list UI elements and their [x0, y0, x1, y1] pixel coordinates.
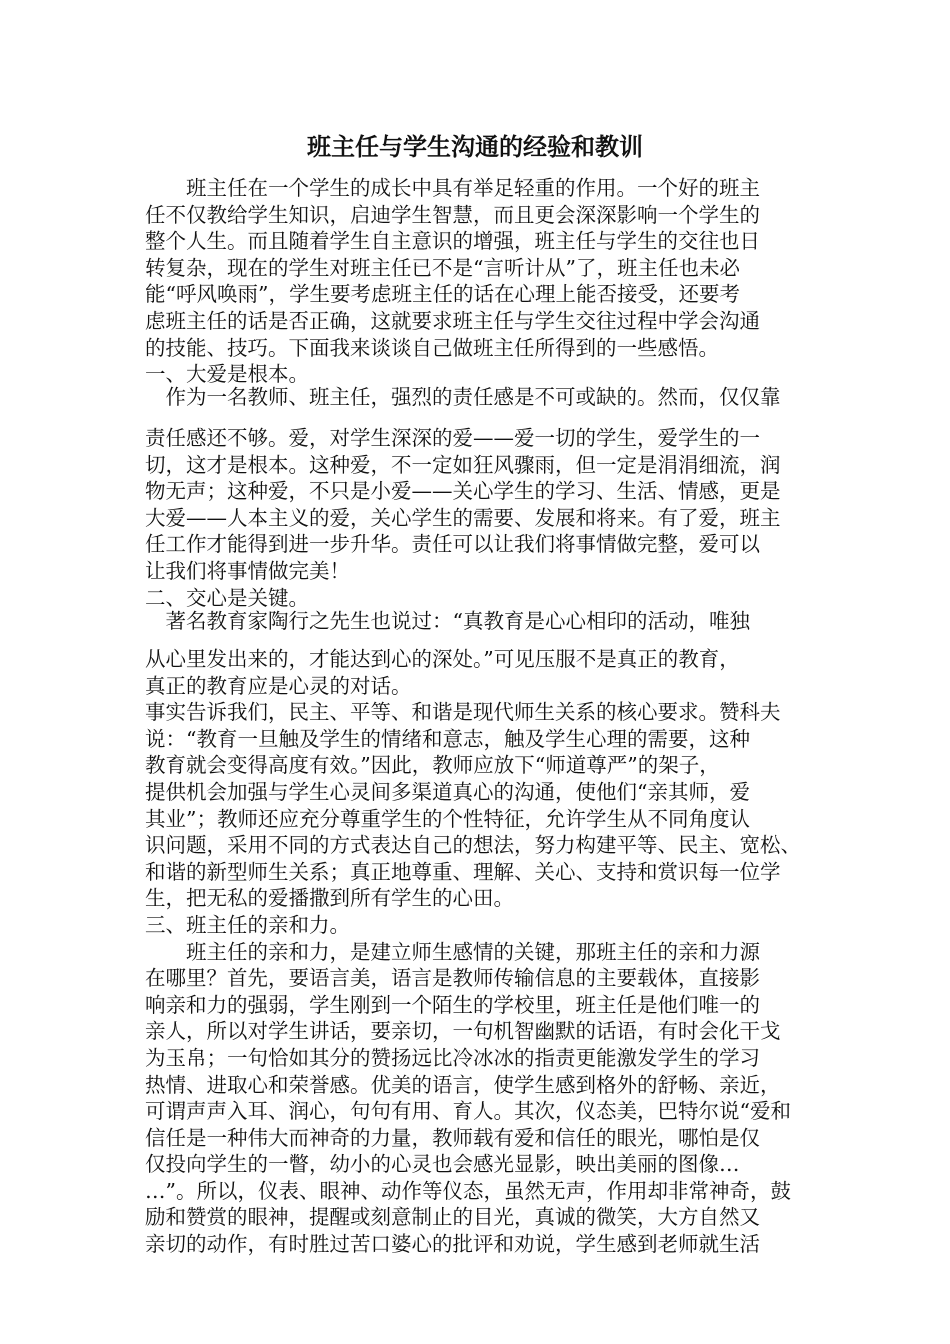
text-line: …”。所以，仪表、眼神、动作等仪态，虽然无声，作用却非常神奇，鼓 [145, 1178, 791, 1203]
text-line: 班主任的亲和力，是建立师生感情的关键，那班主任的亲和力源 [145, 939, 760, 964]
section-heading: 二、交心是关键。 [145, 585, 309, 610]
section-heading: 一、大爱是根本。 [145, 362, 309, 387]
text-line: 信任是一种伟大而神奇的力量，教师载有爱和信任的眼光，哪怕是仅 [145, 1125, 760, 1150]
text-line: 作为一名教师、班主任，强烈的责任感是不可或缺的。然而，仅仅靠 [145, 385, 781, 409]
text-line: 识问题，采用不同的方式表达自己的想法，努力构建平等、民主、宽松、 [145, 833, 801, 858]
section2-lead [145, 608, 817, 635]
text-line: 可谓声声入耳、润心，句句有用、育人。其次，仪态美，巴特尔说“爱和 [145, 1099, 791, 1124]
text-line: 整个人生。而且随着学生自主意识的增强，班主任与学生的交往也日 [145, 229, 760, 254]
section1-body [145, 425, 817, 611]
text-line: 提供机会加强与学生心灵间多渠道真心的沟通，使他们“亲其师，爱 [145, 779, 750, 804]
text-line: 响亲和力的强弱，学生刚到一个陌生的学校里，班主任是他们唯一的 [145, 992, 760, 1017]
text-line: 和谐的新型师生关系；真正地尊重、理解、关心、支持和赏识每一位学 [145, 859, 781, 884]
text-line: 班主任在一个学生的成长中具有举足轻重的作用。一个好的班主 [145, 176, 760, 200]
text-line: 让我们将事情做完美！ [145, 558, 350, 583]
text-line: 仅投向学生的一瞥，幼小的心灵也会感光显影，映出美丽的图像… [145, 1152, 740, 1177]
document-title: 班主任与学生沟通的经验和教训 [307, 132, 643, 161]
text-line: 从心里发出来的，才能达到心的深处。”可见压服不是真正的教育， [145, 647, 740, 671]
text-line: 真正的教育应是心灵的对话。 [145, 673, 412, 698]
text-line: 亲切的动作，有时胜过苦口婆心的批评和劝说，学生感到老师就生活 [145, 1232, 760, 1257]
text-line: 亲人，所以对学生讲话，要亲切，一句机智幽默的话语，有时会化干戈 [145, 1019, 781, 1044]
text-line: 热情、进取心和荣誉感。优美的语言，使学生感到格外的舒畅、亲近， [145, 1072, 781, 1097]
section2-body [145, 646, 817, 1258]
text-line: 事实告诉我们，民主、平等、和谐是现代师生关系的核心要求。赞科夫 [145, 700, 781, 725]
text-line: 任不仅教给学生知识，启迪学生智慧，而且更会深深影响一个学生的 [145, 202, 760, 227]
text-line: 在哪里？首先，要语言美，语言是教师传输信息的主要载体，直接影 [145, 966, 760, 991]
text-line: 责任感还不够。爱，对学生深深的爱——爱一切的学生，爱学生的一 [145, 426, 760, 450]
intro-block [145, 175, 817, 388]
text-line: 转复杂，现在的学生对班主任已不是“言听计从”了，班主任也未必 [145, 255, 740, 280]
text-line: 著名教育家陶行之先生也说过：“真教育是心心相印的活动，唯独 [145, 609, 750, 633]
text-line: 的技能、技巧。下面我来谈谈自己做班主任所得到的一些感悟。 [145, 335, 719, 360]
text-line: 生，把无私的爱播撒到所有学生的心田。 [145, 886, 514, 911]
section1-lead [145, 384, 817, 411]
text-line: 说：“教育一旦触及学生的情绪和意志，触及学生心理的需要，这种 [145, 726, 750, 751]
text-line: 教育就会变得高度有效。”因此，教师应放下“师道尊严”的架子， [145, 753, 720, 778]
text-line: 为玉帛；一句恰如其分的赞扬远比冷冰冰的指责更能激发学生的学习 [145, 1045, 760, 1070]
section-heading: 三、班主任的亲和力。 [145, 912, 350, 937]
text-line: 物无声；这种爱，不只是小爱——关心学生的学习、生活、情感，更是 [145, 479, 781, 504]
text-line: 大爱——人本主义的爱，关心学生的需要、发展和将来。有了爱，班主 [145, 505, 781, 530]
text-line: 励和赞赏的眼神，提醒或刻意制止的目光，真诚的微笑，大方自然又 [145, 1205, 760, 1230]
text-line: 能“呼风唤雨”，学生要考虑班主任的话在心理上能否接受，还要考 [145, 282, 740, 307]
text-line: 其业”；教师还应充分尊重学生的个性特征，允许学生从不同角度认 [145, 806, 750, 831]
text-line: 切，这才是根本。这种爱，不一定如狂风骤雨，但一定是涓涓细流，润 [145, 452, 781, 477]
text-line: 虑班主任的话是否正确，这就要求班主任与学生交往过程中学会沟通 [145, 308, 760, 333]
text-line: 任工作才能得到进一步升华。责任可以让我们将事情做完整，爱可以 [145, 532, 760, 557]
